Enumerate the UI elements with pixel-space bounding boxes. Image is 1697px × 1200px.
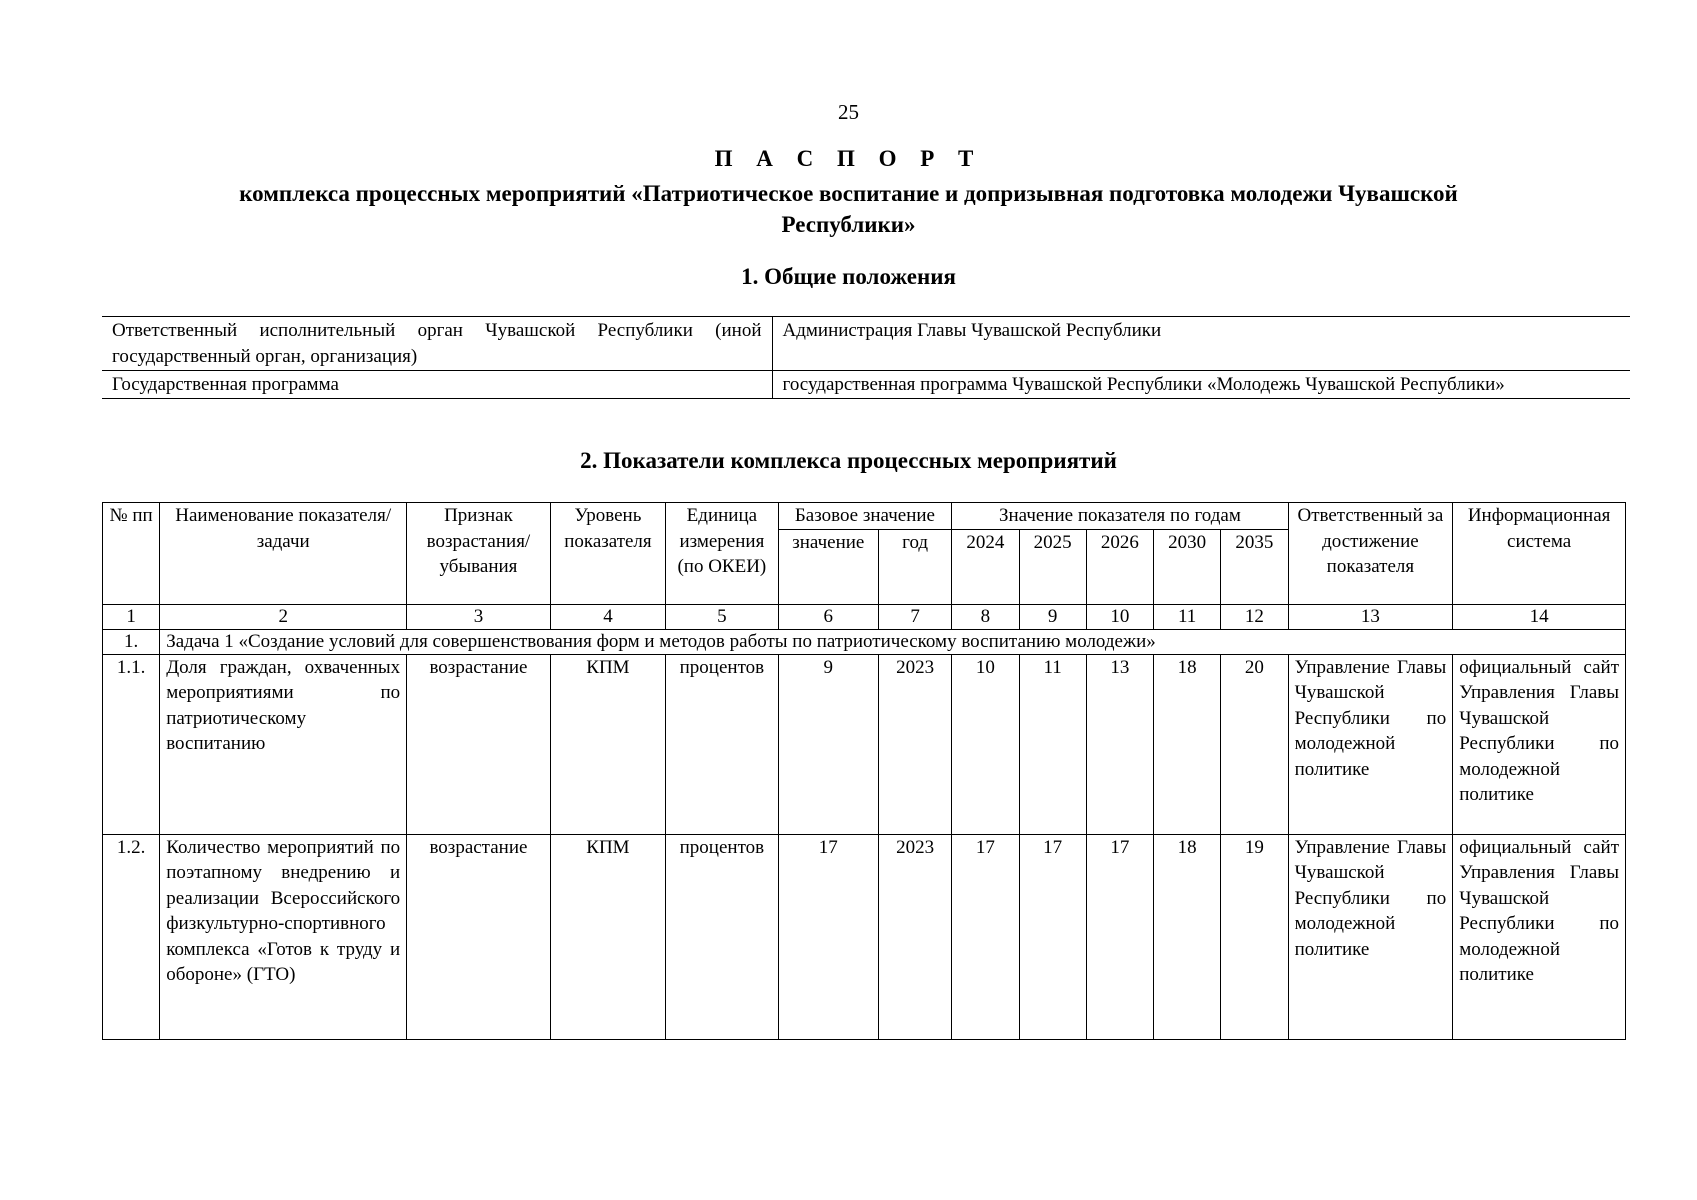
indicator-value: 18 (1154, 834, 1221, 1039)
column-number: 1 (103, 604, 160, 629)
indicator-info-system: официальный сайт Управления Главы Чувашской Республики по молодежной политике (1453, 834, 1626, 1039)
header-base-year: год (878, 529, 951, 604)
column-number: 7 (878, 604, 951, 629)
indicator-name: Количество мероприятий по поэтапному внедрению и реализации Всероссийского физкультурно-спортивного комплекса «Готов к труду и обороне» (ГТО) (160, 834, 407, 1039)
indicator-value: 20 (1221, 654, 1288, 834)
section-1-heading: 1. Общие положения (741, 264, 956, 289)
header-year: 2030 (1154, 529, 1221, 604)
indicator-value: 17 (952, 834, 1019, 1039)
indicator-sign: возрастание (407, 834, 551, 1039)
task-num: 1. (103, 629, 160, 654)
general-row-value: Администрация Главы Чувашской Республики (782, 320, 1162, 341)
header-num: № пп (103, 503, 160, 605)
indicator-responsible: Управление Главы Чувашской Республики по молодежной политике (1288, 834, 1453, 1039)
indicator-value: 13 (1086, 654, 1153, 834)
column-number: 11 (1154, 604, 1221, 629)
header-row-1 (103, 503, 1626, 530)
document-subtitle: комплекса процессных мероприятий «Патриотическое воспитание и допризывная подготовка молодежи Чувашской Республики» (239, 181, 1458, 237)
document-title: П А С П О Р Т (714, 146, 983, 171)
column-number-row (103, 604, 1626, 629)
indicator-base-year: 2023 (878, 834, 951, 1039)
indicator-name: Доля граждан, охваченных мероприятиями по патриотическому воспитанию (160, 654, 407, 834)
column-number: 6 (778, 604, 878, 629)
indicator-value: 17 (1086, 834, 1153, 1039)
indicator-base-value: 9 (778, 654, 878, 834)
header-base: Базовое значение (778, 503, 952, 530)
column-number: 13 (1288, 604, 1453, 629)
indicator-unit: процентов (666, 654, 778, 834)
indicator-base-year: 2023 (878, 654, 951, 834)
header-year: 2024 (952, 529, 1019, 604)
indicator-value: 17 (1019, 834, 1086, 1039)
indicator-value: 19 (1221, 834, 1288, 1039)
indicator-value: 10 (952, 654, 1019, 834)
header-name: Наименование показателя/задачи (160, 503, 407, 605)
header-info-system: Информационная система (1453, 503, 1626, 605)
indicator-value: 18 (1154, 654, 1221, 834)
general-row (102, 317, 1630, 371)
indicator-value: 11 (1019, 654, 1086, 834)
indicator-row (103, 834, 1626, 1039)
header-base-value: значение (778, 529, 878, 604)
indicators-table (102, 502, 1626, 1040)
indicator-info-system: официальный сайт Управления Главы Чувашской Республики по молодежной политике (1453, 654, 1626, 834)
indicator-level: КПМ (550, 654, 665, 834)
column-number: 3 (407, 604, 551, 629)
general-row-value: государственная программа Чувашской Республики «Молодежь Чувашской Республики» (782, 374, 1505, 395)
page-number: 25 (838, 100, 859, 124)
header-year: 2035 (1221, 529, 1288, 604)
general-row-label: Государственная программа (102, 371, 772, 399)
column-number: 10 (1086, 604, 1153, 629)
column-number: 2 (160, 604, 407, 629)
header-unit: Единица измерения (по ОКЕИ) (666, 503, 778, 605)
header-year: 2025 (1019, 529, 1086, 604)
column-number: 4 (550, 604, 665, 629)
header-responsible: Ответственный за достижение показателя (1288, 503, 1453, 605)
header-sign: Признак возрастания/убывания (407, 503, 551, 605)
general-row (102, 371, 1630, 399)
section-2-heading: 2. Показатели комплекса процессных мероприятий (580, 448, 1117, 473)
indicator-num: 1.1. (103, 654, 160, 834)
indicator-responsible: Управление Главы Чувашской Республики по молодежной политике (1288, 654, 1453, 834)
column-number: 8 (952, 604, 1019, 629)
general-provisions-table (102, 316, 1630, 399)
indicator-num: 1.2. (103, 834, 160, 1039)
indicator-row (103, 654, 1626, 834)
task-text: Задача 1 «Создание условий для совершенствования форм и методов работы по патриотическому воспитанию молодежи» (160, 629, 1626, 654)
column-number: 9 (1019, 604, 1086, 629)
task-row (103, 629, 1626, 654)
indicator-level: КПМ (550, 834, 665, 1039)
column-number: 12 (1221, 604, 1288, 629)
header-year: 2026 (1086, 529, 1153, 604)
indicator-unit: процентов (666, 834, 778, 1039)
indicator-sign: возрастание (407, 654, 551, 834)
column-number: 14 (1453, 604, 1626, 629)
indicator-base-value: 17 (778, 834, 878, 1039)
header-level: Уровень показателя (550, 503, 665, 605)
column-number: 5 (666, 604, 778, 629)
header-by-years: Значение показателя по годам (952, 503, 1288, 530)
general-row-label: Ответственный исполнительный орган Чувашской Республики (иной государственный орган, организация) (102, 317, 772, 371)
